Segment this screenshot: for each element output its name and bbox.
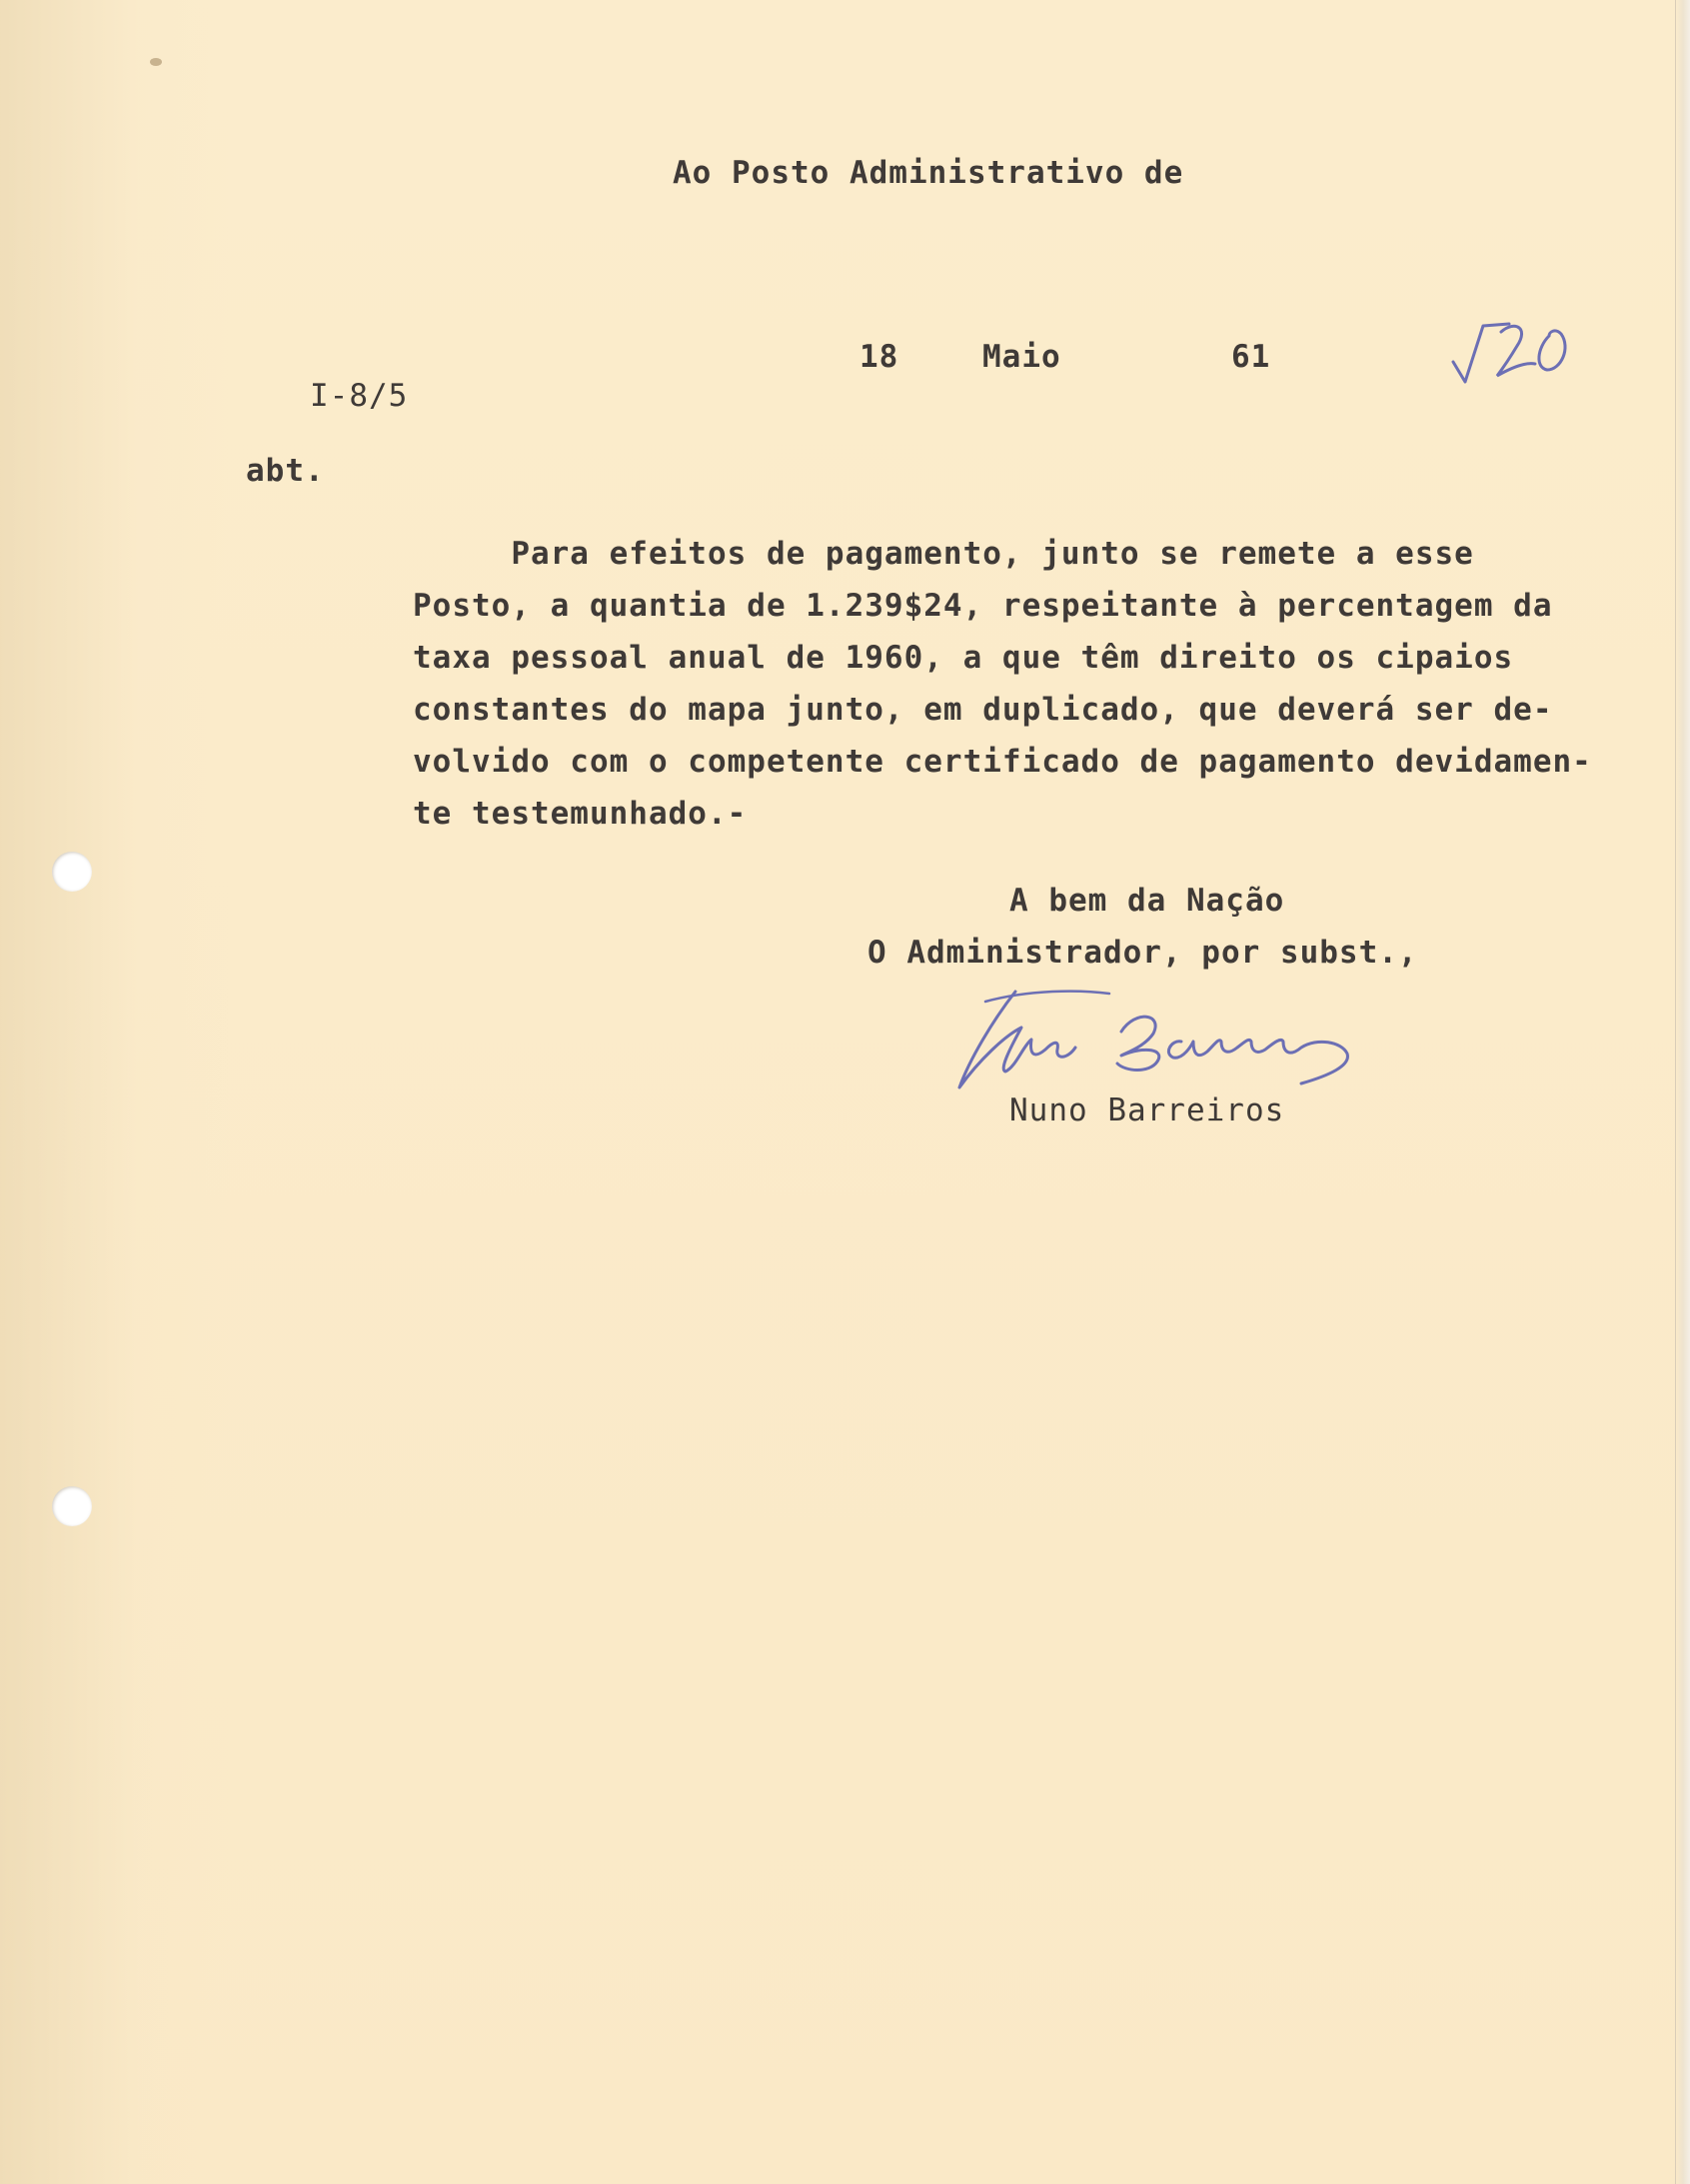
signature-icon: [949, 980, 1449, 1099]
signer-title: O Administrador, por subst.,: [867, 935, 1418, 971]
body-line: constantes do mapa junto, em duplicado, que deverá ser de-: [413, 692, 1553, 728]
letter-body: [413, 528, 1652, 840]
signer-name: Nuno Barreiros: [1009, 1092, 1285, 1128]
date-month: Maio: [982, 339, 1061, 375]
punch-hole-top: [52, 852, 92, 892]
abbreviation: abt.: [246, 453, 325, 489]
handwritten-mark-icon: [1449, 318, 1579, 388]
paper-shadow: [0, 0, 230, 2184]
date-year: 61: [1231, 339, 1271, 375]
punch-hole-bottom: [52, 1486, 92, 1526]
body-line: taxa pessoal anual de 1960, a que têm direito os cipaios: [413, 640, 1514, 676]
body-line: volvido com o competente certificado de pagamento devidamen-: [413, 744, 1592, 780]
reference-number: I-8/5: [310, 378, 409, 414]
handwritten-mark: [1449, 318, 1579, 392]
body-line: Posto, a quantia de 1.239$24, respeitante à percentagem da: [413, 588, 1553, 624]
addressee-line: Ao Posto Administrativo de: [673, 155, 1184, 191]
paper-stain: [150, 58, 162, 66]
date-day: 18: [859, 339, 899, 375]
signature: [949, 980, 1449, 1103]
closing-formula: A bem da Nação: [1009, 883, 1285, 919]
body-line: te testemunhado.-: [413, 796, 748, 832]
paper-edge: [1675, 0, 1690, 2184]
body-line: Para efeitos de pagamento, junto se remete a esse: [413, 536, 1474, 572]
